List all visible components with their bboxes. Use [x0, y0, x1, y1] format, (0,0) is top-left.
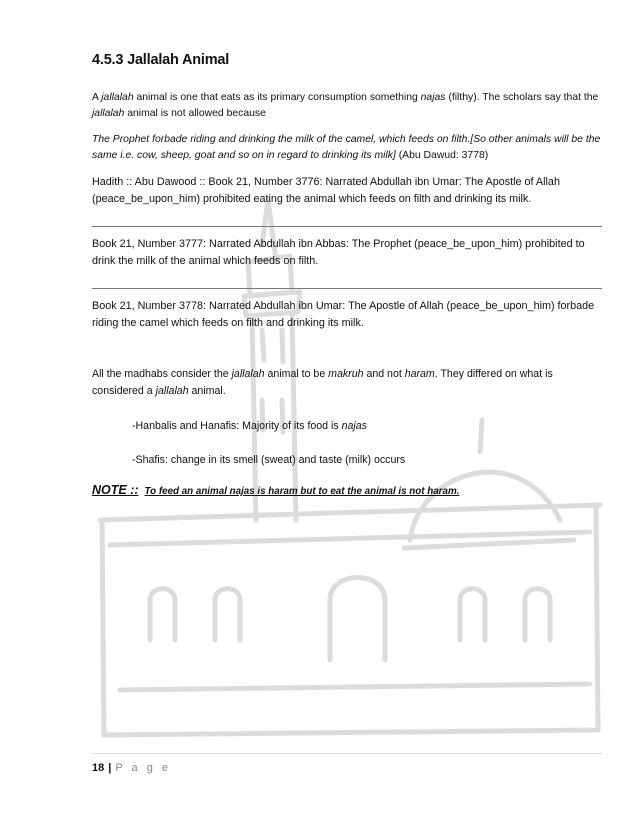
text-run: (filthy). The scholars say that the [445, 92, 599, 103]
text-run: animal is not allowed because [124, 108, 266, 119]
note-label: NOTE :: [92, 483, 139, 497]
footer-separator: | [108, 762, 112, 774]
hadith-3778: Book 21, Number 3778: Narrated Abdullah ibn Umar: The Apostle of Allah (peace_be_upon_him) forbade riding the camel which feeds on filth and drinking its milk. [92, 300, 595, 329]
hadith-3776: Hadith :: Abu Dawood :: Book 21, Number 3776: Narrated Abdullah ibn Umar: The Apostle of Allah (peace_be_upon_him) prohibited eating the animal which feeds on filth and drinking its milk. [92, 176, 560, 205]
page-content [92, 52, 602, 500]
text-run: and not [363, 368, 405, 380]
term-haram: haram [404, 368, 435, 380]
term-jallalah: jallalah [155, 385, 189, 397]
definition-paragraph [92, 90, 602, 122]
page-number: 18 [92, 762, 105, 774]
text-run: -Hanbalis and Hanafis: Majority of its food is [132, 420, 342, 432]
text-run: animal is one that eats as its primary consumption something [133, 92, 421, 103]
term-najas: najas [341, 420, 367, 432]
quote-text: The Prophet forbade riding and drinking the milk of the camel, which feeds on filth.[So other animals will be the same i.e. cow, sheep, goat and so on in regard to drinking its milk] [92, 134, 601, 161]
section-heading: 4.5.3 Jallalah Animal [92, 52, 230, 68]
text-run: . They differed on what is considered a [92, 368, 553, 397]
text-run: animal. [188, 385, 226, 397]
divider [92, 226, 602, 227]
opinion-hanbali-hanafi [132, 418, 602, 434]
text-run: All the madhabs consider the [92, 368, 232, 380]
opinion-shafi: -Shafis: change in its smell (sweat) and taste (milk) occurs [132, 454, 406, 466]
footer-divider [92, 753, 602, 754]
note [92, 482, 602, 500]
quote-reference: (Abu Dawud: 3778) [395, 150, 489, 161]
text-run: A [92, 92, 102, 103]
madhab-paragraph [92, 366, 602, 400]
term-najas: najas [420, 92, 446, 103]
term-jallalah: jallalah [101, 92, 134, 103]
hadith-3777: Book 21, Number 3777: Narrated Abdullah ibn Abbas: The Prophet (peace_be_upon_him) prohibited to drink the milk of the animal which feeds on filth. [92, 238, 585, 267]
text-run: animal to be [264, 368, 329, 380]
note-text: To feed an animal najas is haram but to eat the animal is not haram. [144, 486, 460, 497]
term-makruh: makruh [328, 368, 364, 380]
divider [92, 288, 602, 289]
term-jallalah: jallalah [231, 368, 265, 380]
term-jallalah: jallalah [92, 108, 125, 119]
page-footer [92, 762, 171, 774]
page-label: P a g e [115, 762, 171, 774]
quote-paragraph [92, 132, 602, 164]
